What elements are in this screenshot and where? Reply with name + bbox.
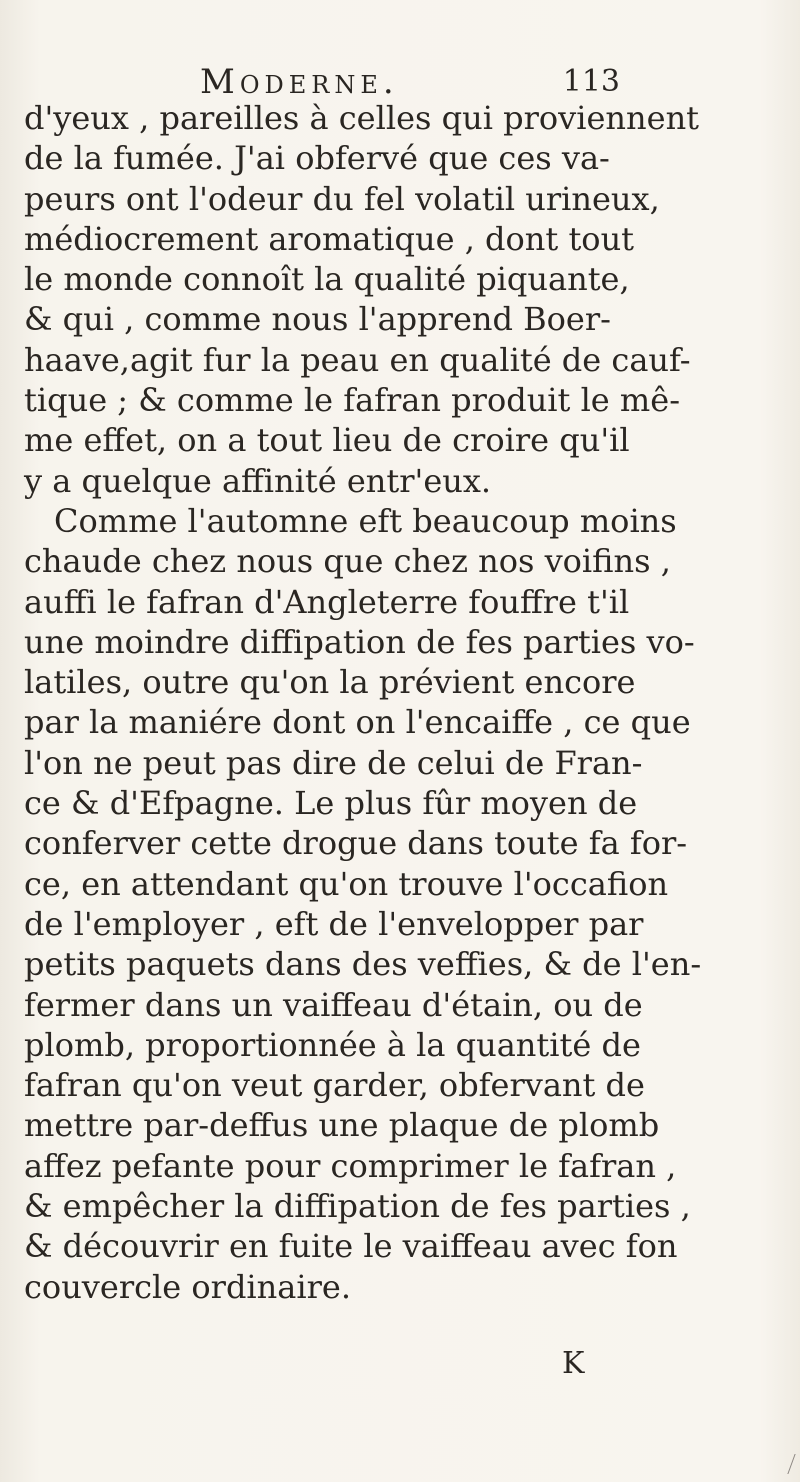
text-line: plomb, proportionnée à la quantité de — [24, 1025, 641, 1064]
text-line: l'on ne peut pas dire de celui de Fran- — [24, 743, 643, 782]
text-line: couvercle ordinaire. — [24, 1267, 351, 1306]
text-line: conferver cette drogue dans toute fa for- — [24, 824, 688, 863]
text-line: par la maniére dont on l'encaiffe , ce que — [24, 703, 691, 742]
text-line: & qui , comme nous l'apprend Boer- — [24, 300, 611, 339]
text-line: peurs ont l'odeur du fel volatil urineux, — [24, 179, 660, 218]
text-line: mettre par-deffus une plaque de plomb — [24, 1106, 660, 1145]
text-line: d'yeux , pareilles à celles qui proviennent — [24, 99, 700, 137]
text-line: auffi le fafran d'Angleterre fouffre t'il — [24, 582, 630, 621]
catchword: K — [562, 1346, 587, 1381]
text-line: de l'employer , eft de l'envelopper par — [24, 904, 644, 943]
body-text — [24, 98, 794, 1307]
running-title: Moderne. — [200, 62, 399, 102]
page-number: 113 — [562, 64, 620, 99]
text-line: & découvrir en fuite le vaiffeau avec fon — [24, 1227, 678, 1266]
text-line: y a quelque affinité entr'eux. — [24, 461, 492, 500]
text-line: petits paquets dans des veffies, & de l'en- — [24, 945, 702, 984]
text-line: latiles, outre qu'on la prévient encore — [24, 663, 636, 702]
text-line: & empêcher la diffipation de fes parties , — [24, 1187, 691, 1226]
paragraph-start-line: Comme l'automne eft beaucoup moins — [54, 501, 677, 540]
text-line: chaude chez nous que chez nos voifins , — [24, 542, 671, 581]
text-line: haave,agit fur la peau en qualité de cauf- — [24, 340, 691, 379]
text-line: fafran qu'on veut garder, obfervant de — [24, 1066, 645, 1105]
text-line: médiocrement aromatique , dont tout — [24, 219, 635, 258]
text-line: affez pefante pour comprimer le fafran , — [24, 1146, 677, 1185]
page-corner-mark — [777, 1454, 795, 1474]
text-line: de la fumée. J'ai obfervé que ces va- — [24, 139, 610, 178]
text-line: le monde connoît la qualité piquante, — [24, 260, 630, 299]
page-header — [160, 62, 640, 102]
text-line: ce & d'Efpagne. Le plus fûr moyen de — [24, 784, 638, 823]
text-line: tique ; & comme le fafran produit le mê- — [24, 381, 680, 420]
text-line: fermer dans un vaiffeau d'étain, ou de — [24, 985, 643, 1024]
text-line: une moindre diffipation de fes parties vo- — [24, 622, 695, 661]
text-line: me effet, on a tout lieu de croire qu'il — [24, 421, 630, 460]
text-line: ce, en attendant qu'on trouve l'occafion — [24, 864, 669, 903]
